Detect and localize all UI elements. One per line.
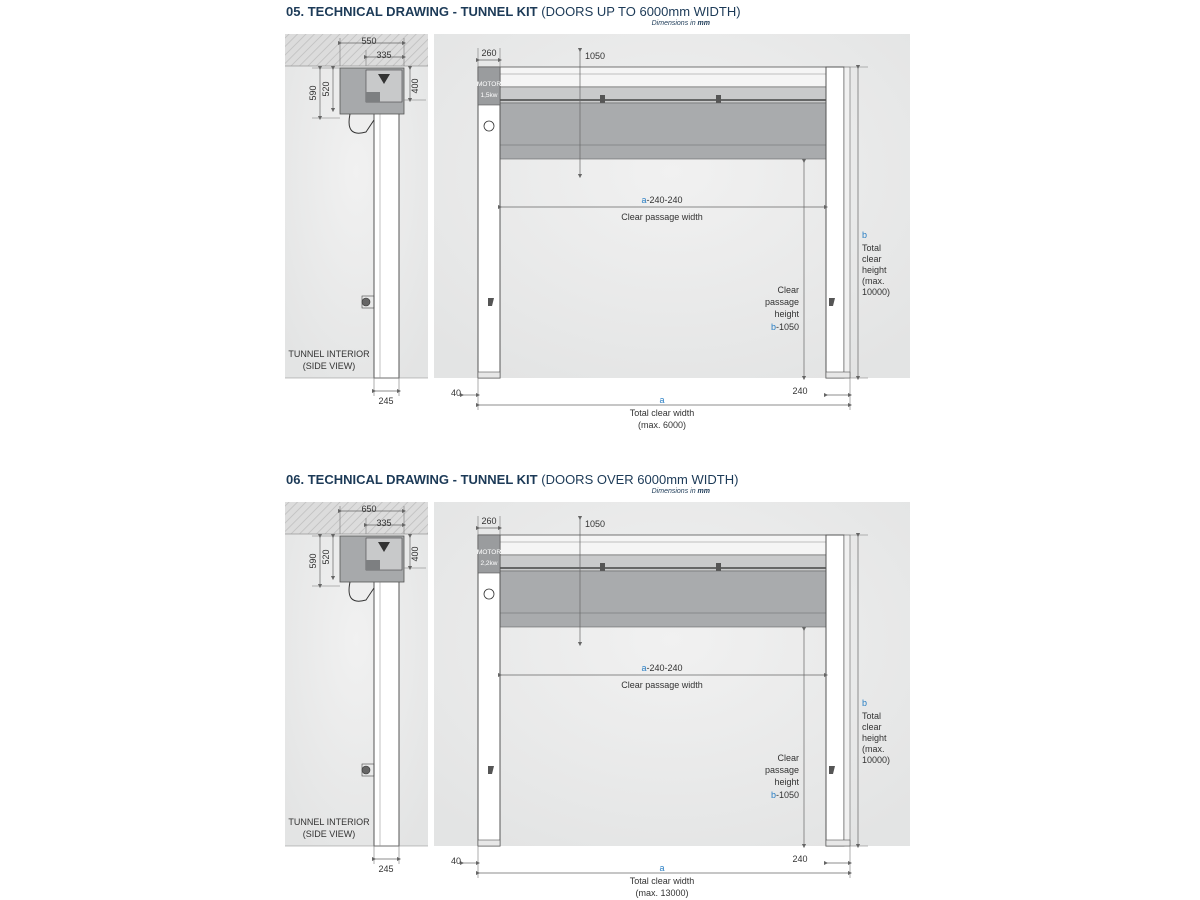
right-guide [844, 535, 850, 846]
left-post-foot [478, 372, 500, 378]
height-formula [771, 790, 799, 800]
height-formula-var: b [770, 790, 776, 800]
section-body [285, 4, 910, 430]
total-height-label-0: Total [862, 711, 882, 721]
clear-height-label-1: passage [764, 765, 799, 775]
clear-height-label-0: Clear [777, 753, 799, 763]
total-width-var: a [659, 863, 665, 873]
total-height-label-2: height [862, 265, 887, 275]
passage-formula-rest: -240-240 [646, 663, 683, 673]
total-width-label: Total clear width [629, 876, 695, 886]
side-post [374, 100, 399, 378]
dim-label-520: 520 [321, 81, 331, 97]
dim-label-240: 240 [792, 854, 808, 864]
height-formula [771, 322, 799, 332]
dim-label-245: 245 [378, 864, 394, 874]
total-height-label-1: clear [862, 722, 882, 732]
right-post-foot [826, 372, 850, 378]
ceiling-hatch [285, 34, 428, 66]
drum-housing [500, 67, 844, 87]
wheel-icon [362, 298, 370, 306]
section-title-bold: TECHNICAL DRAWING - TUNNEL KIT [307, 4, 538, 19]
dimensions-note [652, 20, 710, 27]
left-post [478, 67, 500, 378]
dim-label-245: 245 [378, 396, 394, 406]
section-title-rest: (DOORS UP TO 6000mm WIDTH) [541, 4, 741, 19]
dimensions-note [652, 488, 710, 495]
total-height-var: b [862, 698, 868, 708]
section-title-rest: (DOORS OVER 6000mm WIDTH) [541, 472, 739, 487]
height-formula-rest: -1050 [775, 790, 799, 800]
section-number: 05. [286, 4, 305, 19]
dim-label-335: 335 [376, 50, 392, 60]
total-height-label-3: (max. [862, 744, 885, 754]
gear-block [366, 92, 380, 102]
front-view [434, 502, 910, 898]
side-view-label-1: TUNNEL INTERIOR [288, 349, 370, 359]
passage-label: Clear passage width [621, 212, 703, 222]
passage-formula-var: a [641, 663, 647, 673]
side-view-label-2: (SIDE VIEW) [302, 829, 356, 839]
dim-label-520: 520 [321, 549, 331, 565]
clear-height-label-1: passage [764, 297, 799, 307]
curtain-panel [500, 571, 826, 627]
right-guide [844, 67, 850, 378]
right-post [826, 67, 844, 378]
dim-label-260: 260 [481, 48, 497, 58]
section-05 [285, 4, 910, 430]
side-view [285, 34, 428, 406]
passage-formula [641, 195, 682, 205]
height-formula-var: b [770, 322, 776, 332]
section-title [286, 472, 738, 487]
motor-wheel-icon [484, 589, 494, 599]
dim-label-1050: 1050 [585, 51, 606, 61]
passage-label: Clear passage width [621, 680, 703, 690]
total-height-label-4: 10000) [862, 755, 891, 765]
dimensions-unit: mm [697, 20, 710, 27]
passage-formula-rest: -240-240 [646, 195, 683, 205]
dim-label-550: 650 [361, 504, 377, 514]
section-body [285, 472, 910, 898]
dim-label-550: 550 [361, 36, 377, 46]
dim-label-400: 400 [410, 546, 420, 562]
motor-wheel-icon [484, 121, 494, 131]
dim-label-590: 590 [308, 553, 318, 569]
dim-label-400: 400 [410, 78, 420, 94]
wheel-icon [362, 766, 370, 774]
dim-label-240: 240 [792, 386, 808, 396]
dim-label-1050: 1050 [585, 519, 606, 529]
dimensions-note-text: Dimensions in [651, 20, 696, 27]
height-formula-rest: -1050 [775, 322, 799, 332]
left-post-foot [478, 840, 500, 846]
section-title-bold: TECHNICAL DRAWING - TUNNEL KIT [307, 472, 538, 487]
clear-height-label-0: Clear [777, 285, 799, 295]
total-width-max: (max. 6000) [637, 420, 687, 430]
total-height-label-4: 10000) [862, 287, 891, 297]
curtain-panel [500, 103, 826, 159]
motor-label: MOTOR [476, 81, 502, 88]
drum-housing [500, 535, 844, 555]
total-width-label: Total clear width [629, 408, 695, 418]
dimensions-note-text: Dimensions in [651, 488, 696, 495]
section-number: 06. [286, 472, 305, 487]
clear-height-label-2: height [774, 309, 799, 319]
gear-block [366, 560, 380, 570]
total-height-label-0: Total [862, 243, 882, 253]
dim-label-260: 260 [481, 516, 497, 526]
right-post-foot [826, 840, 850, 846]
motor-power: 2,2kw [480, 560, 498, 567]
passage-formula [641, 663, 682, 673]
dim-label-590: 590 [308, 85, 318, 101]
left-post [478, 535, 500, 846]
total-width-max: (max. 13000) [635, 888, 689, 898]
dim-label-335: 335 [376, 518, 392, 528]
side-view-label-2: (SIDE VIEW) [302, 361, 356, 371]
total-height-var: b [862, 230, 868, 240]
passage-formula-var: a [641, 195, 647, 205]
total-width-var: a [659, 395, 665, 405]
motor-label: MOTOR [476, 549, 502, 556]
dim-label-40: 40 [450, 856, 462, 866]
clear-height-label-2: height [774, 777, 799, 787]
side-post [374, 568, 399, 846]
section-06 [285, 472, 910, 898]
side-view-label-1: TUNNEL INTERIOR [288, 817, 370, 827]
front-view [434, 34, 910, 430]
right-post [826, 535, 844, 846]
section-title [286, 4, 741, 19]
side-view [285, 502, 428, 874]
ceiling-hatch [285, 502, 428, 534]
total-height-label-2: height [862, 733, 887, 743]
total-height-label-1: clear [862, 254, 882, 264]
dimensions-unit: mm [697, 488, 710, 495]
dim-label-40: 40 [450, 388, 462, 398]
motor-power: 1,5kw [480, 92, 498, 99]
total-height-label-3: (max. [862, 276, 885, 286]
